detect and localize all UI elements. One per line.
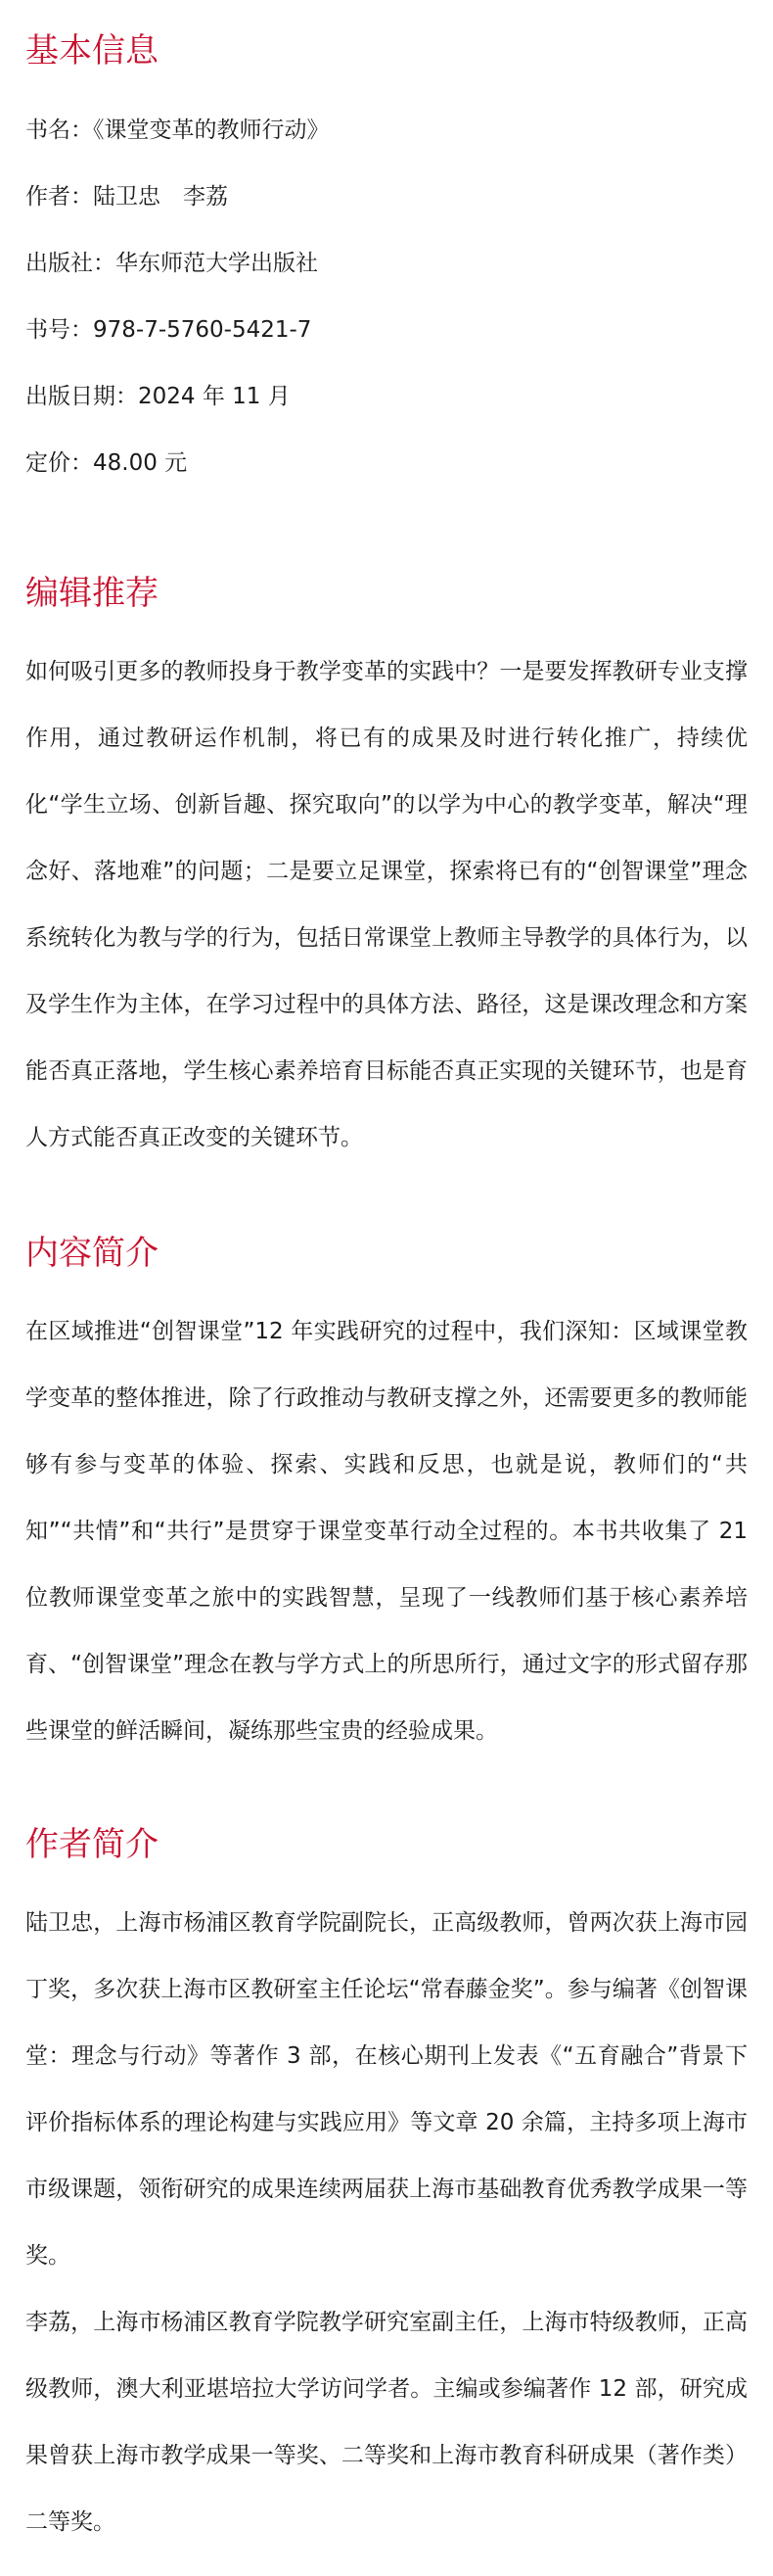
- section-title-basic-info: 基本信息: [25, 31, 159, 70]
- author-intro-1: 陆卫忠，上海市杨浦区教育学院副院长，正高级教师，曾两次获上海市园丁奖，多次获上海市区教研室主任论坛“常春藤金奖”。参与编著《创智课堂：理念与行动》等著作 3 部，在核心期刊上发表《“五育融合”背景下评价指标体系的理论构建与实践应用》等文章 20 余篇，主持多项上海市市级课题，领衔研究的成果连续两届获上海市基础教育优秀教学成果一等奖。: [25, 1910, 748, 2269]
- recommendation-text: 如何吸引更多的教师投身于教学变革的实践中？一是要发挥教研专业支撑作用，通过教研运作机制，将已有的成果及时进行转化推广，持续优化“学生立场、创新旨趣、探究取向”的以学为中心的教学变革，解决“理念好、落地难”的问题；二是要立足课堂，探索将已有的“创智课堂”理念系统转化为教与学的行为，包括日常课堂上教师主导教学的具体行为，以及学生作为主体，在学习过程中的具体方法、路径，这是课改理念和方案能否真正落地，学生核心素养培育目标能否真正实现的关键环节，也是育人方式能否真正改变的关键环节。: [25, 659, 748, 1150]
- book-publish-date: 出版日期：2024 年 11 月: [25, 384, 291, 409]
- book-authors: 作者：陆卫忠 李荔: [25, 184, 228, 210]
- book-price: 定价：48.00 元: [25, 450, 188, 476]
- section-title-authors: 作者简介: [25, 1825, 159, 1864]
- book-publisher: 出版社：华东师范大学出版社: [25, 251, 318, 276]
- book-isbn: 书号：978-7-5760-5421-7: [25, 317, 312, 343]
- author-intro-2: 李荔，上海市杨浦区教育学院教学研究室副主任，上海市特级教师，正高级教师，澳大利亚堪培拉大学访问学者。主编或参编著作 12 部，研究成果曾获上海市教学成果一等奖、二等奖和上海市教育科研成果（著作类）二等奖。: [25, 2310, 748, 2535]
- summary-text: 在区域推进“创智课堂”12 年实践研究的过程中，我们深知：区域课堂教学变革的整体推进，除了行政推动与教研支撑之外，还需要更多的教师能够有参与变革的体验、探索、实践和反思，也就是说，教师们的“共知”“共情”和“共行”是贯穿于课堂变革行动全过程的。本书共收集了 21 位教师课堂变革之旅中的实践智慧，呈现了一线教师们基于核心素养培育、“创智课堂”理念在教与学方式上的所思所行，通过文字的形式留存那些课堂的鲜活瞬间，凝练那些宝贵的经验成果。: [25, 1319, 748, 1744]
- section-title-recommendation: 编辑推荐: [25, 574, 159, 613]
- book-name: 书名：《课堂变革的教师行动》: [25, 117, 330, 143]
- section-title-summary: 内容简介: [25, 1234, 159, 1273]
